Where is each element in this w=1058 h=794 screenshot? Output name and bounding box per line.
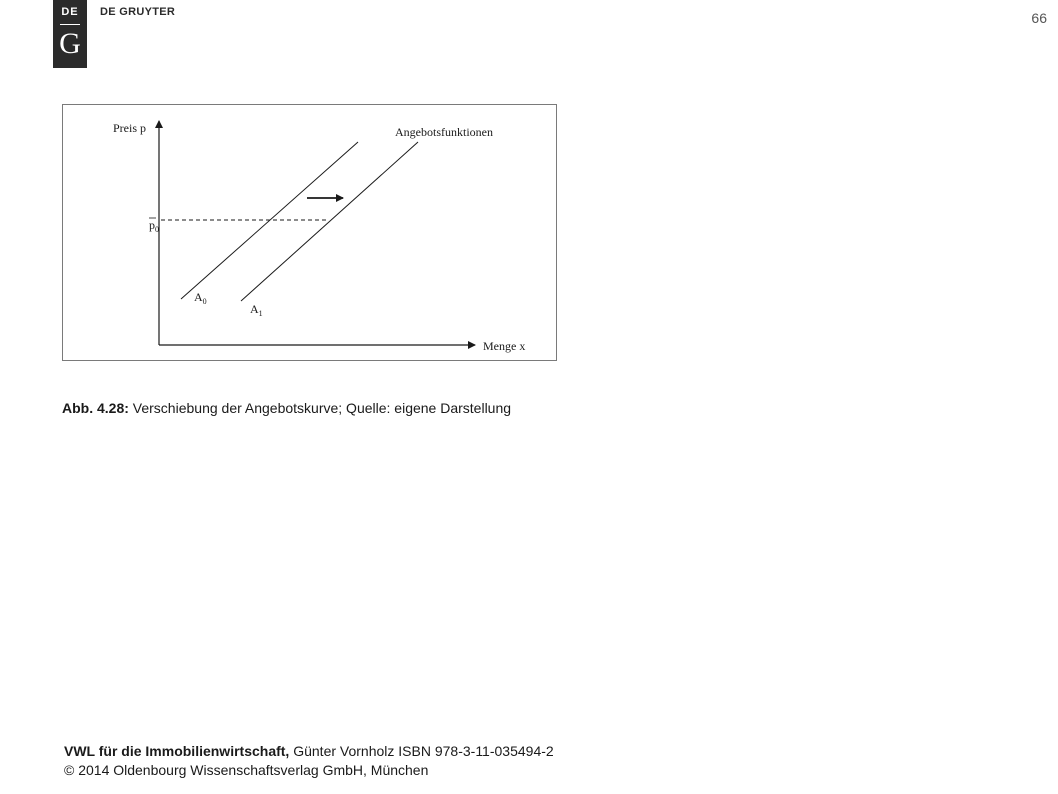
curve-a0-sub: 0 xyxy=(202,297,207,306)
supply-curve-a1 xyxy=(241,142,418,301)
publisher-logo xyxy=(53,0,87,68)
figure-caption xyxy=(62,400,511,416)
copyright: © 2014 Oldenbourg Wissenschaftsverlag GmbH, München xyxy=(64,762,429,778)
figure-frame xyxy=(62,104,557,361)
caption-text: Verschiebung der Angebotskurve; Quelle: eigene Darstellung xyxy=(132,400,512,416)
curve-a0-base: A xyxy=(194,290,203,304)
y-axis-label: Preis p xyxy=(113,121,146,135)
x-axis-label: Menge x xyxy=(483,339,526,353)
supply-shift-diagram xyxy=(63,105,558,362)
curve-a0-label xyxy=(194,290,207,306)
logo-g-text: G xyxy=(59,27,81,60)
price-marker-base: p xyxy=(149,218,155,232)
curves-label: Angebotsfunktionen xyxy=(395,125,493,139)
price-marker-label xyxy=(149,218,159,234)
author-isbn: Günter Vornholz ISBN 978-3-11-035494-2 xyxy=(293,743,554,759)
curve-a1-base: A xyxy=(250,302,259,316)
caption-label: Abb. 4.28: xyxy=(62,400,129,416)
logo-divider xyxy=(60,24,80,25)
publisher-name: DE GRUYTER xyxy=(100,6,176,18)
curve-a1-sub: 1 xyxy=(258,309,263,318)
page-number: 66 xyxy=(1031,10,1047,26)
footer-line-1 xyxy=(64,742,554,761)
citation-footer xyxy=(64,742,554,780)
curve-a1-label xyxy=(250,302,263,318)
price-marker-sub: 0 xyxy=(155,225,159,234)
logo-de-text: DE xyxy=(61,6,79,18)
book-title: VWL für die Immobilienwirtschaft, xyxy=(64,743,290,759)
